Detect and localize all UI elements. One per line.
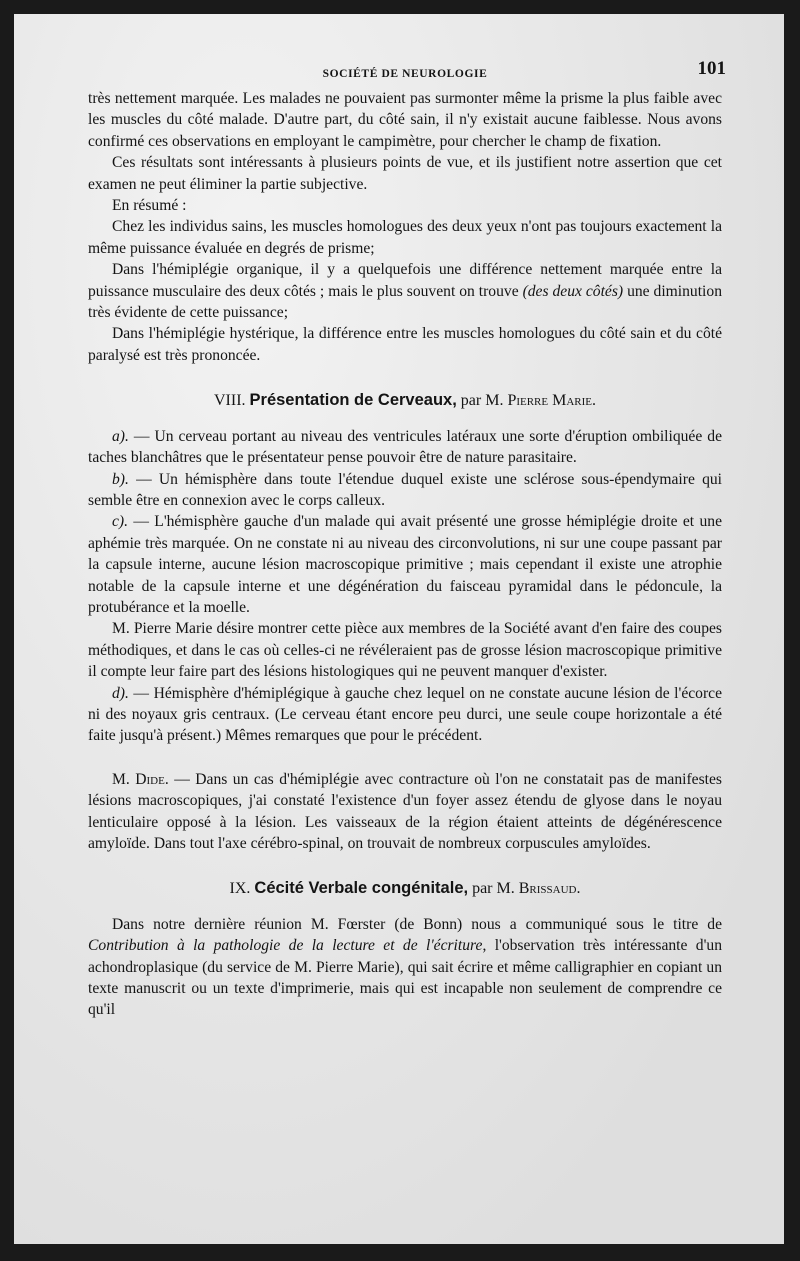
paragraph-summary-label: En résumé : — [112, 197, 187, 215]
item-label: a). — [112, 427, 129, 445]
item-label: d). — [112, 684, 129, 702]
section-heading-ix — [88, 878, 722, 899]
paragraph-results: Ces résultats sont intéressants à plusieurs points de vue, et ils justifient notre assertion que cet examen ne peut éliminer la partie subjective. — [88, 154, 722, 193]
italic-title: Contribution à la pathologie de la lecture et de l'écriture — [88, 937, 483, 955]
item-c — [88, 511, 722, 618]
paragraph-hysterical-hemiplegia: Dans l'hémiplégie hystérique, la différence entre les muscles homologues du côté sain et du côté paralysé est très prononcée. — [88, 325, 722, 364]
item-b — [88, 469, 722, 512]
scanned-page — [14, 14, 784, 1244]
paragraph-dide — [88, 769, 722, 855]
section-author: Pierre Marie. — [507, 392, 597, 410]
spacer — [88, 747, 722, 769]
item-label: c). — [112, 513, 129, 531]
text-run: Dans l'hémiplégie organique, il y a quelquefois une différence nettement marquée entre la puissance musculaire des deux côtés ; mais le plus souvent on trouve — [88, 261, 722, 300]
item-text: — Un cerveau portant au niveau des ventricules latéraux une sorte d'éruption ombiliquée de taches blanchâtres que le présentateur pense pouvoir être de nature parasitaire. — [88, 427, 722, 467]
paragraph-foerster — [88, 914, 722, 1021]
item-text: — Un hémisphère dans toute l'étendue duquel existe une sclérose sous-épendymaire qui semble être en connexion avec le corps calleux. — [88, 470, 722, 509]
paragraph-continued: très nettement marquée. Les malades ne pouvaient pas surmonter même la prisme la plus faible avec les muscles du côté malade. D'autre part, du côté sain, il n'y existait aucune faiblesse. Nous avons confirmé ces observations en employant le campimètre, pour chercher le champ de fixation. — [88, 90, 722, 150]
text-column — [88, 58, 726, 1021]
text-run: — Dans un cas d'hémiplégie avec contracture où l'on ne constatait pas de manifestes lésions macroscopiques, j'ai constaté l'existence d'un foyer assez étendu de glyose dans le noyau lenticulaire opposé à la lésion. Les vaisseaux de la région étaient atteints de dégénérescence amyloïde. Dans tout l'axe cérébro-spinal, on trouvait de nombreux corpuscules amyloïdes. — [88, 770, 722, 852]
section-title: Présentation de Cerveaux, — [249, 391, 457, 410]
page-header — [88, 58, 726, 88]
item-text: — L'hémisphère gauche d'un malade qui avait présenté une grosse hémiplégie droite et une aphémie très marquée. On ne constate ni au niveau des circonvolutions, ni sur une coupe passant par la capsule interne, aucune lésion macroscopique primitive ; mais cependant il existe une atrophie notable de la capsule interne et une dégénération du faisceau pyramidal dans le pédoncule, la protubérance et la moelle. — [88, 513, 722, 616]
item-a — [88, 426, 722, 469]
section-byline: par M. — [472, 880, 515, 898]
text-run: , l'observation très intéressante d'un achondroplasique (du service de M. Pierre Marie), qui sait écrire et même calligraphier en copiant un texte manuscrit ou un texte d'imprimerie, mais qui est incapable non seulement de comprendre ce qu'il — [88, 937, 722, 1019]
item-d — [88, 683, 722, 747]
section-number: VIII. — [213, 392, 246, 410]
page-number: 101 — [697, 58, 726, 79]
section-heading-viii — [88, 390, 722, 411]
paragraph-healthy: Chez les individus sains, les muscles homologues des deux yeux n'ont pas toujours exactement la même puissance évaluée en degrés de prisme; — [88, 218, 722, 257]
section-author: Brissaud. — [518, 880, 581, 898]
text-run: Dans notre dernière réunion M. Fœrster (de Bonn) nous a communiqué sous le titre de — [112, 915, 722, 933]
speaker-name: Dide. — [135, 770, 169, 788]
paragraph-marie: M. Pierre Marie désire montrer cette pièce aux membres de la Société avant d'en faire des coupes méthodiques, et dans le cas où celles-ci ne révéleraient pas de grosse lésion macroscopique primitive il compte leur faire part des lésions histologiques qui ne peuvent manquer d'exister. — [88, 620, 722, 681]
paragraph-organic-hemiplegia — [88, 259, 722, 323]
item-label: b). — [112, 470, 129, 488]
section-number: IX. — [229, 880, 251, 898]
running-title: SOCIÉTÉ DE NEUROLOGIE — [322, 68, 488, 80]
section-title: Cécité Verbale congénitale, — [254, 879, 469, 898]
italic-text: (des deux côtés) — [522, 282, 624, 300]
item-text: — Hémisphère d'hémiplégique à gauche chez lequel on ne constate aucune lésion de l'écorce ni des noyaux gris centraux. (Le cerveau étant encore peu durci, une seule coupe horizontale a été faite jusqu'à présent.) Mêmes remarques que pour le précédent. — [88, 684, 722, 745]
text-run: une diminution très évidente de cette puissance; — [88, 282, 722, 322]
section-byline: par M. — [460, 392, 504, 410]
speaker-prefix: M. — [112, 770, 130, 788]
